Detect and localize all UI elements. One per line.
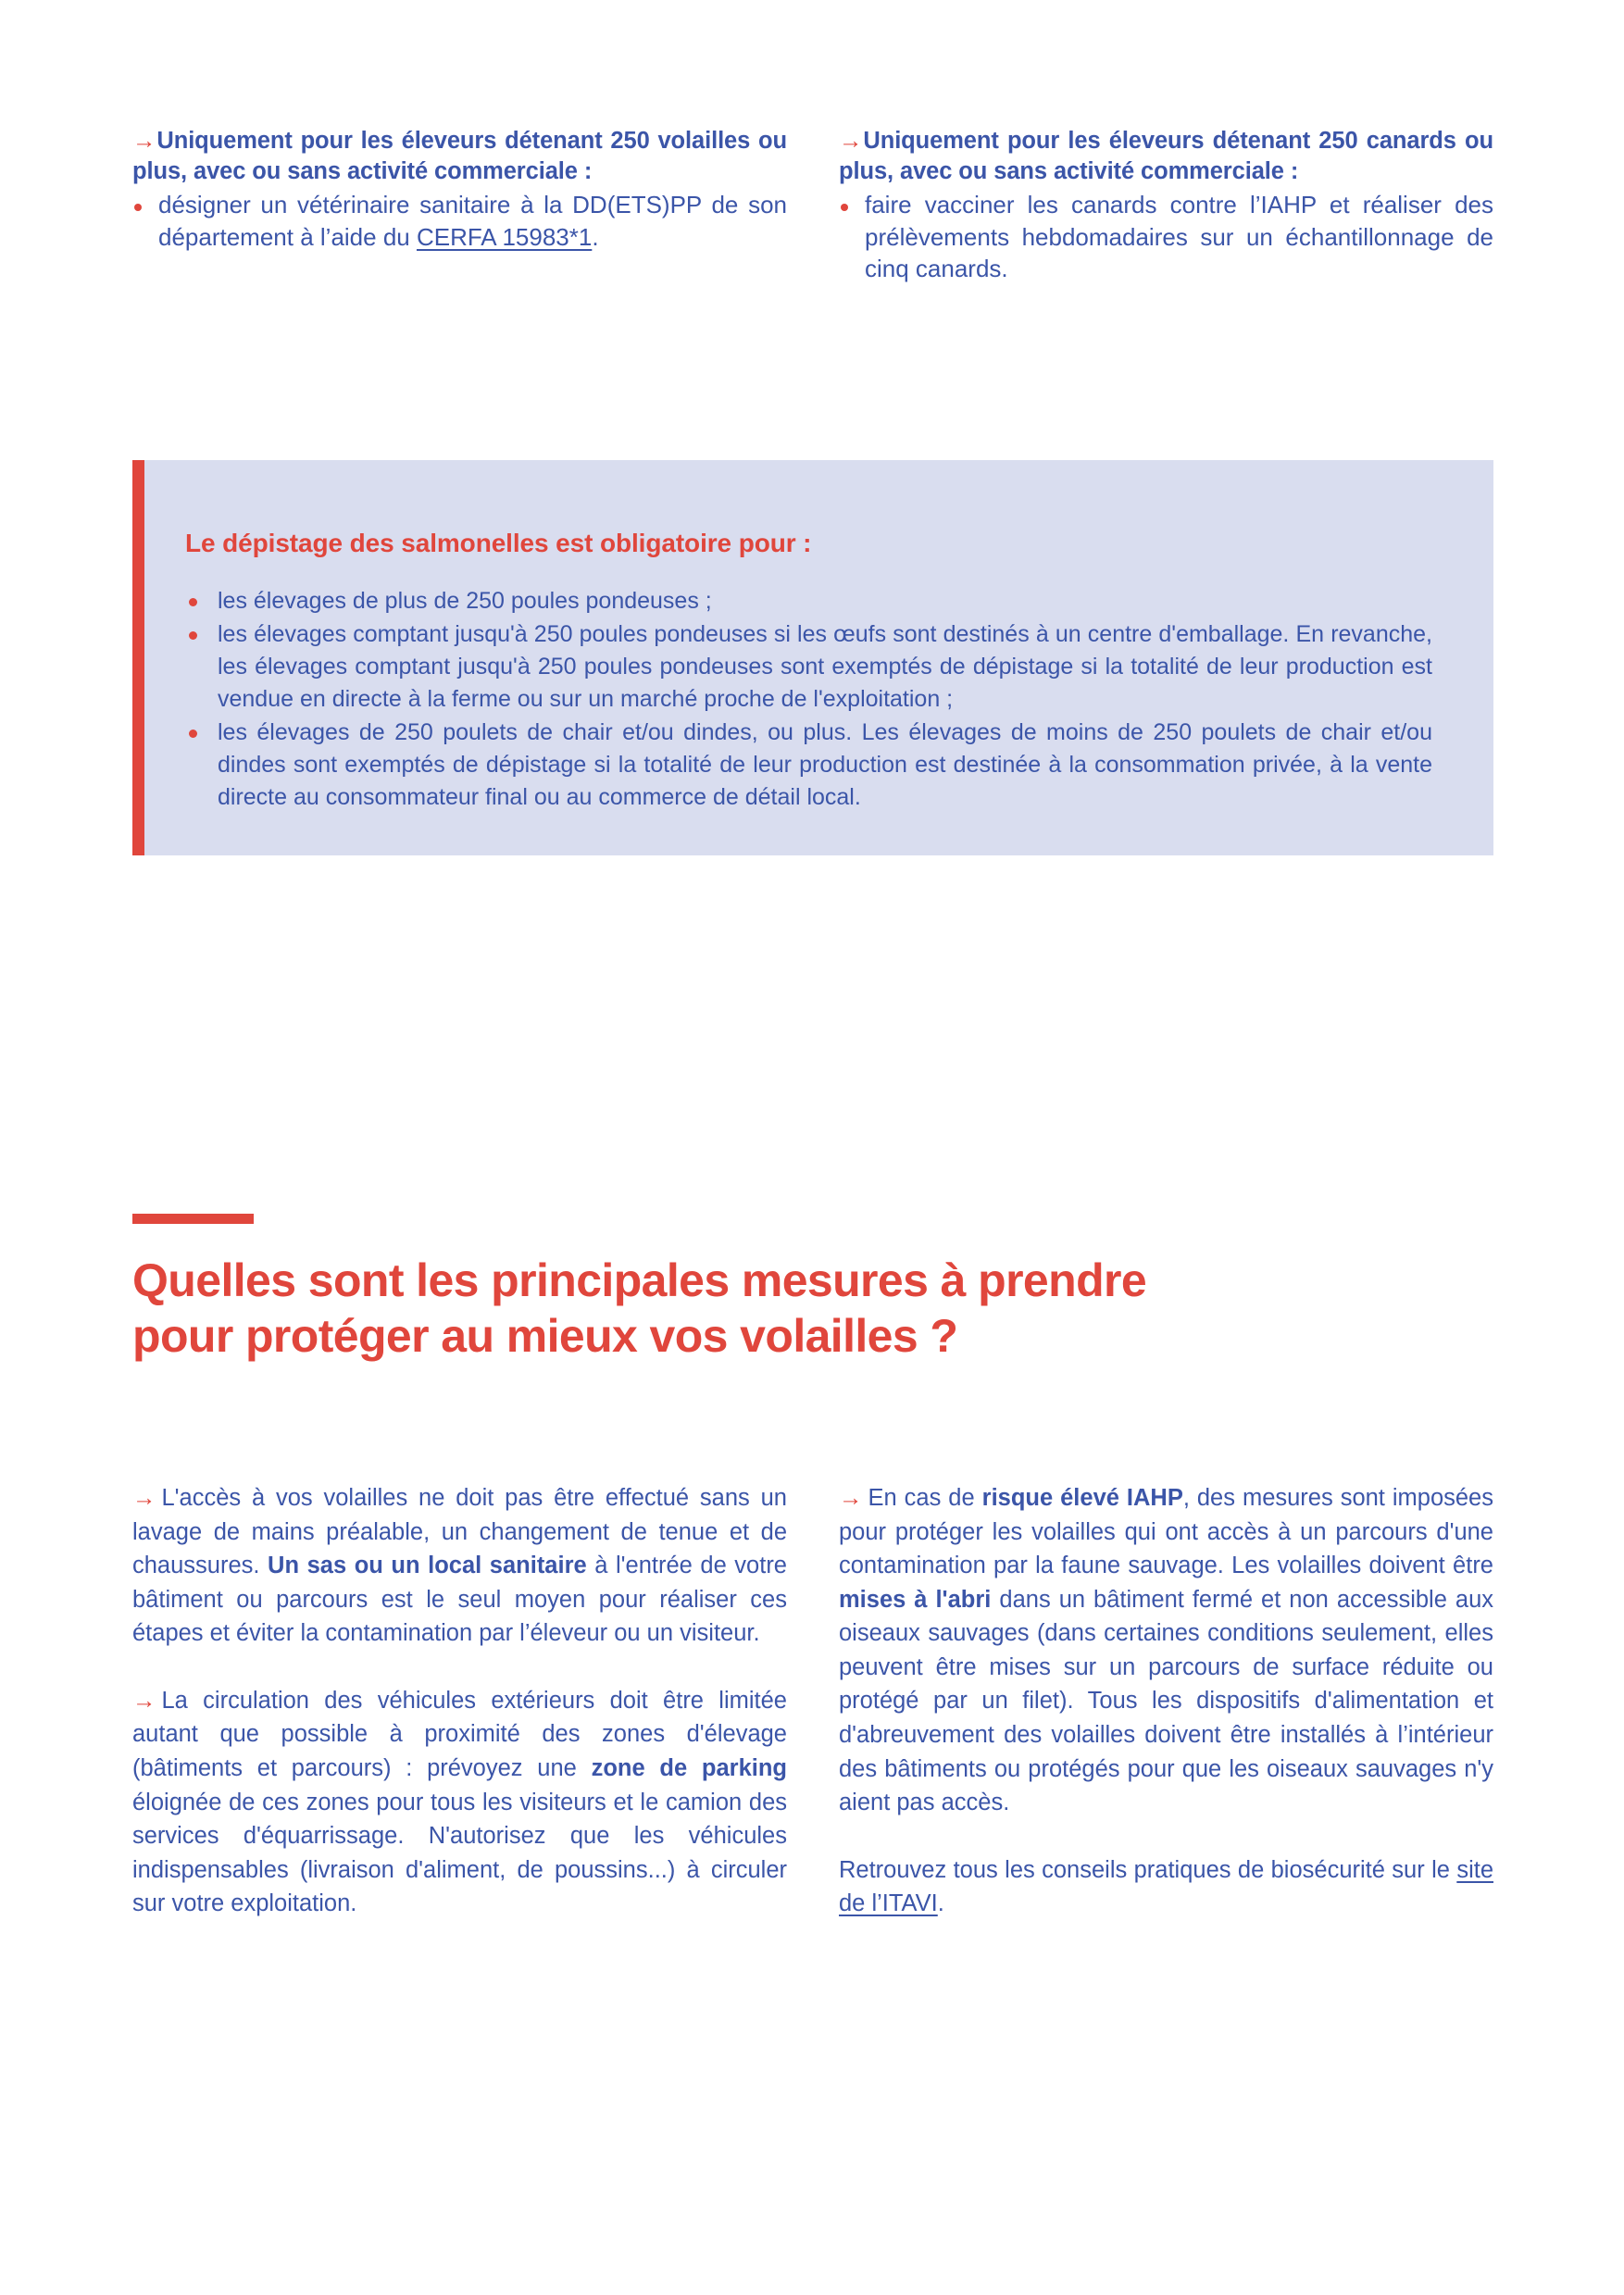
arrow-icon: → (132, 1687, 156, 1714)
callout-title: Le dépistage des salmonelles est obligatoire pour : (185, 529, 812, 557)
measure-risk-part2: , des mesures sont imposées pour protéger les volailles qui ont accès à un parcours d'une contamination par la faune sauvage. Les volailles doivent être (839, 1485, 1493, 1579)
list-item (185, 717, 1432, 814)
measures-column-right (839, 1481, 1493, 1921)
ducks-lead-text (839, 126, 1493, 187)
top-requirements-section (132, 126, 1493, 285)
measure-risk-part3: dans un bâtiment fermé et non accessible aux oiseaux sauvages (dans certaines conditions seulement, elles peuvent être mises sur un parcours de surface réduite ou protégé par un filet). Tous les dispositifs d'alimentation et d'abreuvement des volailles doivent être installés à l’intérieur des bâtiments ou protégés pour que les oiseaux sauvages n'y aient pas accès. (839, 1586, 1494, 1816)
measure-risk-bold2: mises à l'abri (839, 1586, 992, 1613)
cerfa-link[interactable]: CERFA 15983*1 (416, 222, 593, 251)
bullet-icon (134, 204, 142, 211)
measure-risk-part1: En cas de (868, 1485, 982, 1511)
measures-column-left (132, 1481, 787, 1921)
arrow-icon: → (132, 128, 156, 154)
measure-access-part2: à l'entrée de votre bâtiment ou parcours est le seul moyen pour réaliser ces étapes et éviter la contamination par l’éleveur ou un visiteur. (132, 1553, 787, 1647)
top-column-poultry (132, 126, 787, 285)
section-rule-divider (132, 1214, 254, 1224)
measures-section (132, 1481, 1493, 1921)
poultry-lead-label: Uniquement pour les éleveurs détenant 250 volailles ou plus, avec ou sans activité commerciale : (132, 128, 787, 185)
arrow-icon: → (132, 1485, 156, 1511)
bullet-icon (841, 204, 848, 211)
measure-risk-bold1: risque élevé IAHP (981, 1485, 1183, 1511)
poultry-bullet-tail: . (592, 222, 599, 251)
page-title: Quelles sont les principales mesures à prendre pour protéger au mieux vos volailles ? (132, 1254, 1147, 1362)
measure-paragraph-itavi (839, 1853, 1493, 1921)
ducks-bullet-item (839, 189, 1493, 285)
arrow-icon: → (839, 1485, 863, 1511)
poultry-lead-text (132, 126, 787, 187)
list-item (185, 618, 1432, 716)
ducks-bullet-text: faire vacciner les canards contre l’IAHP et réaliser des prélèvements hebdomadaires sur un échantillonnage de cinq canards. (865, 191, 1493, 283)
measure-vehicles-bold: zone de parking (591, 1755, 787, 1782)
itavi-part1: Retrouvez tous les conseils pratiques de biosécurité sur le (839, 1856, 1457, 1883)
itavi-part2: . (937, 1890, 944, 1917)
poultry-bullet-item (132, 189, 787, 253)
measure-vehicles-part2: éloignée de ces zones pour tous les visiteurs et le camion des services d'équarrissage. N'autorisez que les véhicules indispensables (livraison d'aliment, de poussins...) à circuler sur votre exploitation. (132, 1789, 787, 1917)
list-item-text: les élevages de 250 poulets de chair et/ou dindes, ou plus. Les élevages de moins de 250 poulets de chair et/ou dindes sont exemptés de dépistage si la totalité de leur production est destinée à la consommation privée, à la vente directe au consommateur final ou au commerce de détail local. (218, 719, 1432, 810)
measure-paragraph-vehicles (132, 1684, 787, 1921)
bullet-icon (189, 598, 197, 606)
bullet-icon (189, 631, 197, 640)
list-item-text: les élevages de plus de 250 poules pondeuses ; (218, 588, 712, 614)
measure-access-bold: Un sas ou un local sanitaire (268, 1553, 587, 1579)
measure-paragraph-access (132, 1481, 787, 1651)
top-column-ducks (839, 126, 1493, 285)
list-item-text: les élevages comptant jusqu'à 250 poules pondeuses si les œufs sont destinés à un centre d'emballage. En revanche, les élevages comptant jusqu'à 250 poules pondeuses sont exemptés de dépistage si la totalité de leur production est vendue en directe à la ferme ou sur un marché proche de l'exploitation ; (218, 621, 1432, 712)
callout-content (185, 529, 1432, 815)
callout-list (185, 585, 1432, 814)
measure-access-part1: L'accès à vos volailles ne doit pas être effectué sans un lavage de mains préalable, un changement de tenue et de chaussures. (132, 1485, 787, 1579)
bullet-icon (189, 730, 197, 738)
list-item (185, 585, 1432, 617)
measure-vehicles-part1: La circulation des véhicules extérieurs doit être limitée autant que possible à proximité des zones d'élevage (bâtiments et parcours) : prévoyez une (132, 1687, 787, 1782)
ducks-lead-label: Uniquement pour les éleveurs détenant 250 canards ou plus, avec ou sans activité commerciale : (839, 128, 1493, 185)
arrow-icon: → (839, 128, 863, 154)
itavi-link[interactable]: site de l’ITAVI (839, 1856, 1493, 1917)
poultry-bullet-text: désigner un vétérinaire sanitaire à la DD(ETS)PP de son département à l’aide du (158, 191, 787, 251)
salmonella-callout-box (132, 460, 1493, 855)
measure-paragraph-risk (839, 1481, 1493, 1820)
callout-accent-bar (132, 460, 144, 855)
